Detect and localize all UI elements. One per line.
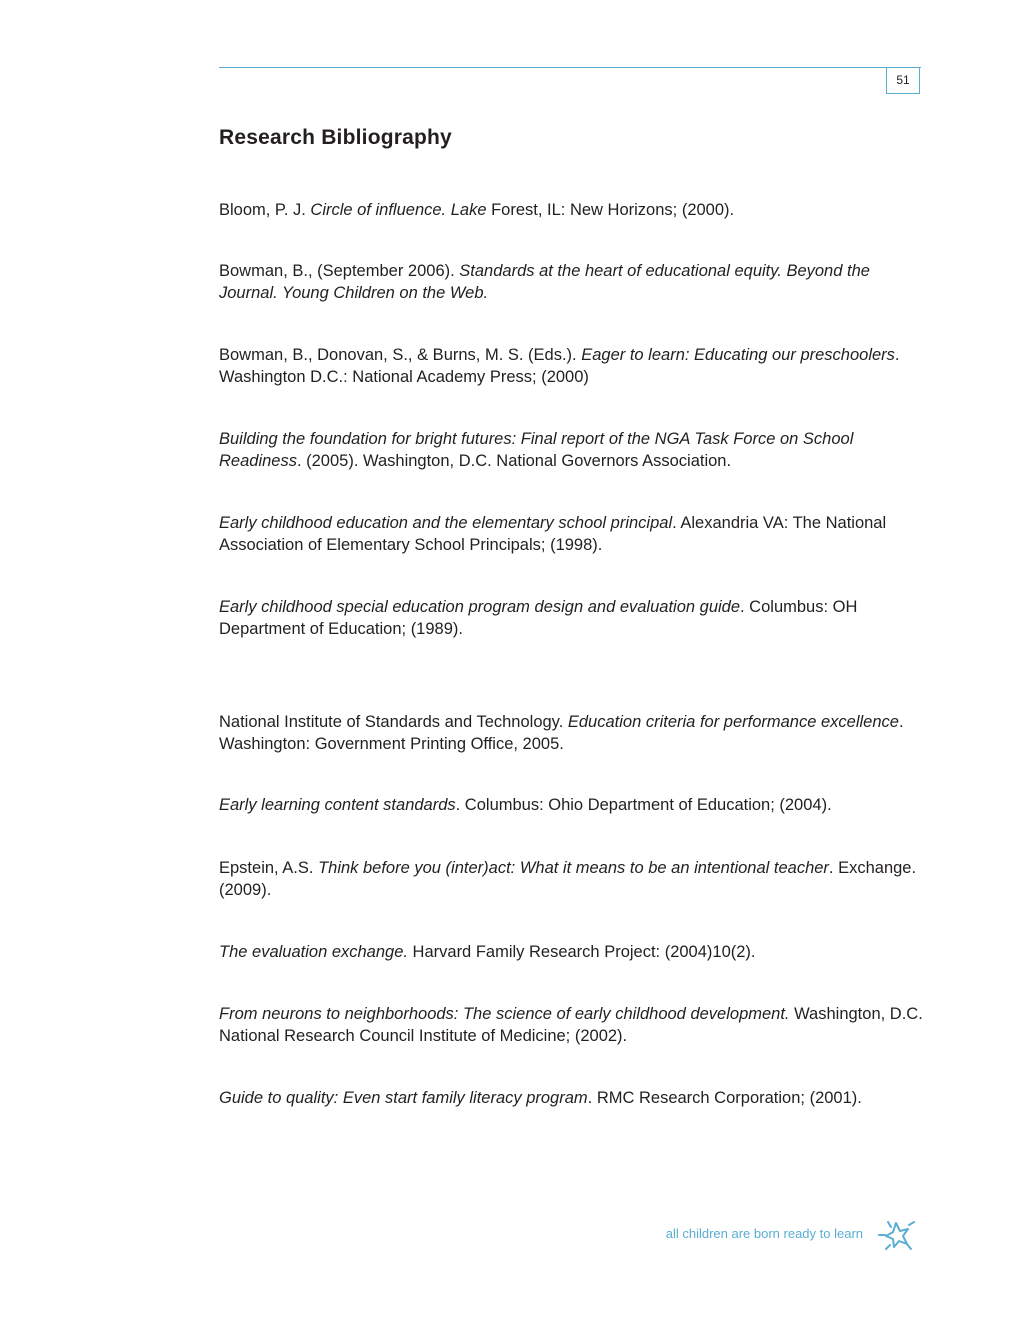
bibliography-entry bbox=[219, 794, 924, 816]
bibliography-entry bbox=[219, 260, 924, 304]
entry-title-segment: From neurons to neighborhoods: The science of early childhood development. bbox=[219, 1005, 790, 1023]
bibliography-entry bbox=[219, 344, 924, 388]
bibliography-entry bbox=[219, 428, 924, 472]
burst-star-icon bbox=[876, 1215, 918, 1255]
entry-text-segment: Bloom, P. J. bbox=[219, 201, 311, 219]
bibliography-entry bbox=[219, 1003, 924, 1047]
entry-text-segment: . RMC Research Corporation; (2001). bbox=[587, 1089, 862, 1107]
entry-text-segment: . Exchange. (2009). bbox=[219, 859, 917, 899]
entry-text-segment: National Institute of Standards and Technology. bbox=[219, 713, 568, 731]
entry-text-segment: Forest, IL: New Horizons; (2000). bbox=[486, 201, 735, 219]
entry-text-segment: . Columbus: Ohio Department of Education; (2004). bbox=[455, 796, 832, 814]
bibliography-entry bbox=[219, 857, 924, 901]
bibliography-entry bbox=[219, 199, 924, 221]
entry-text-segment: . Washington: Government Printing Office, 2005. bbox=[219, 713, 904, 753]
entry-title-segment: Education criteria for performance excellence bbox=[567, 713, 899, 731]
entry-text-segment: . Washington D.C.: National Academy Press; (2000) bbox=[219, 346, 900, 386]
bibliography-entry bbox=[219, 596, 924, 640]
bibliography-entry bbox=[219, 941, 924, 963]
bibliography-entry bbox=[219, 512, 924, 556]
entry-title-segment: Early learning content standards bbox=[219, 796, 456, 814]
entry-title-segment: Early childhood education and the elementary school principal bbox=[219, 514, 673, 532]
entry-text-segment: . (2005). Washington, D.C. National Governors Association. bbox=[296, 452, 732, 470]
entry-text-segment: . Alexandria VA: The National Association of Elementary School Principals; (1998). bbox=[219, 514, 887, 554]
entry-text-segment: Bowman, B., Donovan, S., & Burns, M. S. (Eds.). bbox=[219, 346, 582, 364]
entry-title-segment: Circle of influence. Lake bbox=[310, 201, 487, 219]
entry-title-segment: Guide to quality: Even start family literacy program bbox=[219, 1089, 588, 1107]
entry-title-segment: The evaluation exchange. bbox=[219, 943, 408, 961]
footer-tagline: all children are born ready to learn bbox=[665, 1226, 863, 1241]
entry-text-segment: Washington, D.C. National Research Council Institute of Medicine; (2002). bbox=[219, 1005, 923, 1045]
entry-title-segment: Think before you (inter)act: What it means to be an intentional teacher bbox=[318, 859, 829, 877]
entry-text-segment: Epstein, A.S. bbox=[219, 859, 319, 877]
entry-title-segment: Early childhood special education program design and evaluation guide bbox=[219, 598, 741, 616]
entry-title-segment: Standards at the heart of educational equity. Beyond the Journal. Young Children on the Web. bbox=[219, 262, 870, 302]
page-number: 51 bbox=[886, 67, 920, 94]
entry-title-segment: Eager to learn: Educating our preschoolers bbox=[581, 346, 895, 364]
page-title: Research Bibliography bbox=[219, 126, 452, 149]
bibliography-entry bbox=[219, 1087, 924, 1109]
entry-title-segment: Building the foundation for bright futures: Final report of the NGA Task Force on School Readiness bbox=[219, 430, 854, 470]
entry-text-segment: . Columbus: OH Department of Education; (1989). bbox=[219, 598, 858, 638]
entry-text-segment: Harvard Family Research Project: (2004)10(2). bbox=[407, 943, 756, 961]
entry-text-segment: Bowman, B., (September 2006). bbox=[219, 262, 460, 280]
bibliography-entry bbox=[219, 711, 924, 755]
header-rule bbox=[219, 67, 921, 68]
